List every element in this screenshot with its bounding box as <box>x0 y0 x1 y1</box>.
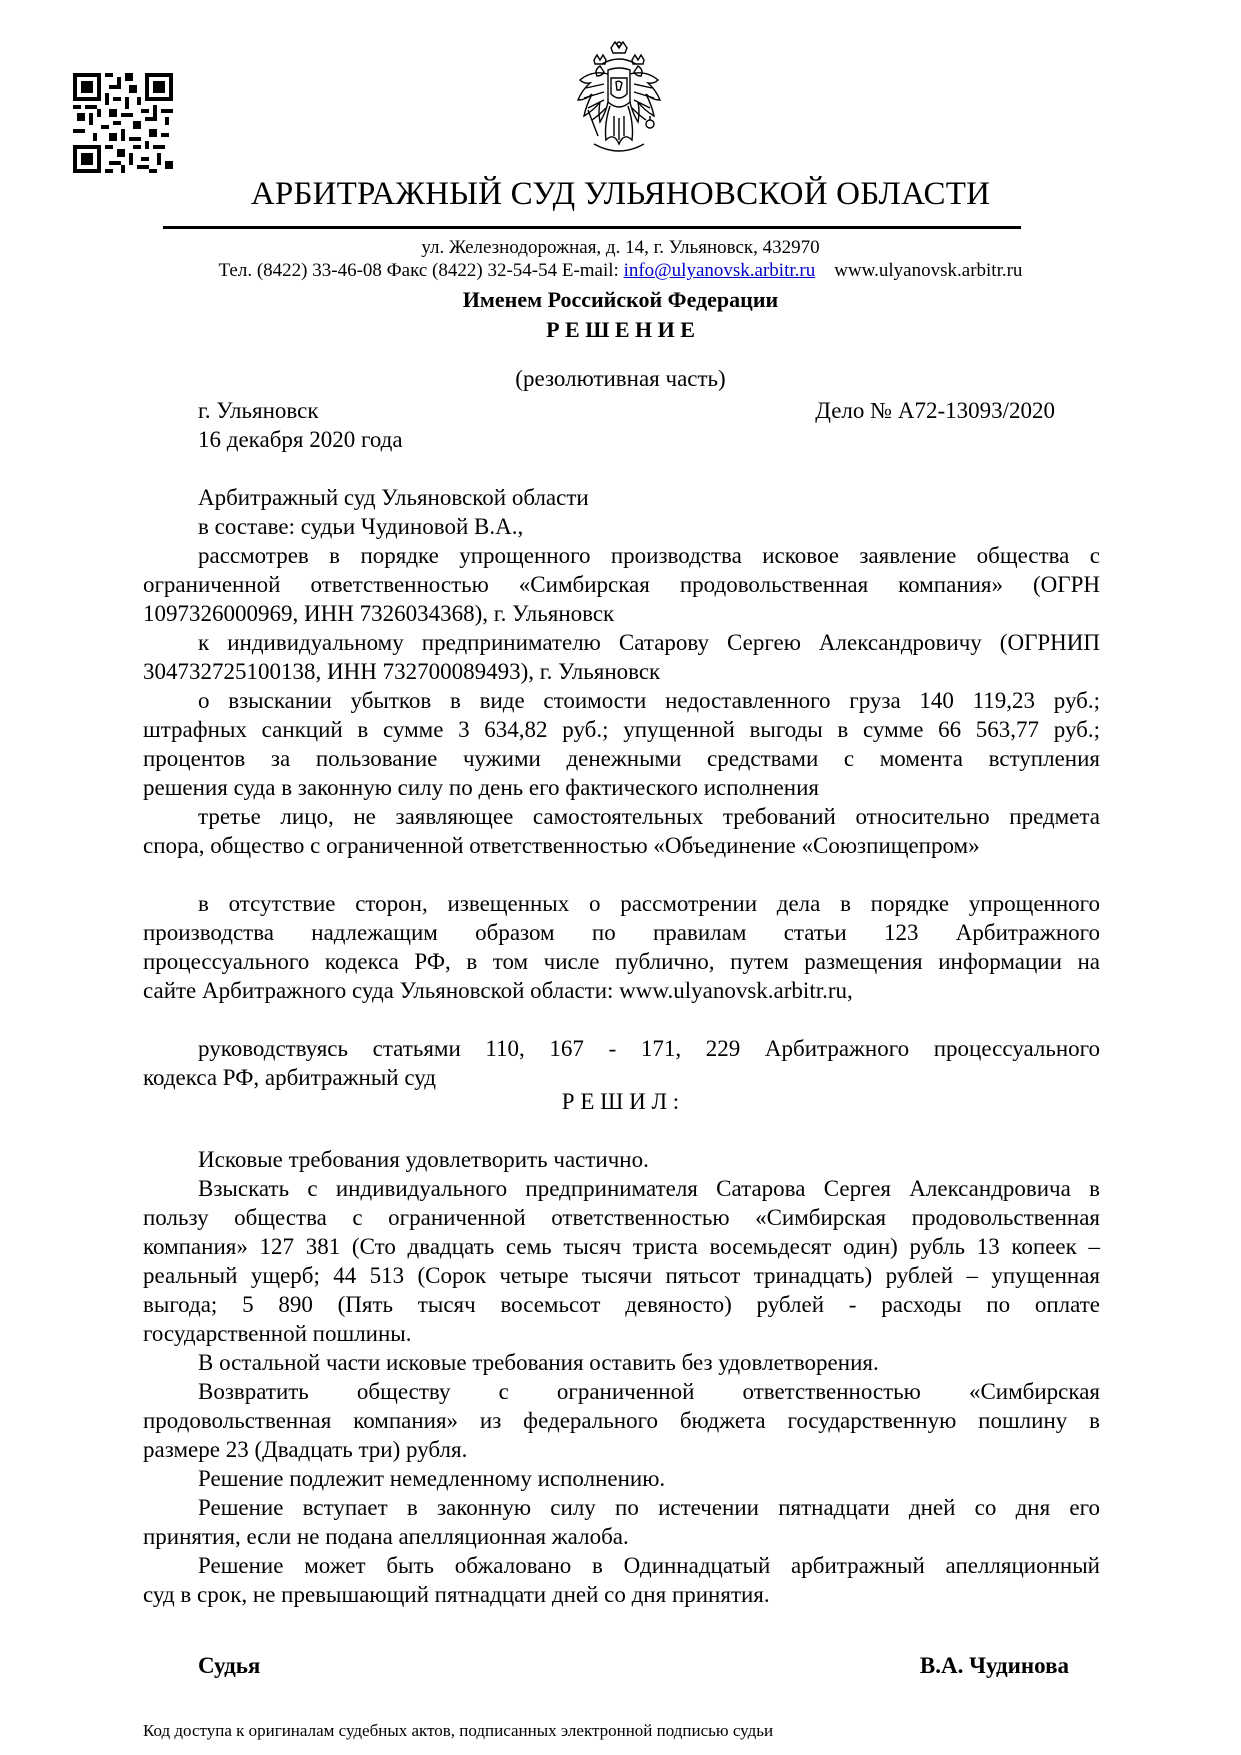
decided-heading: Р Е Ш И Л : <box>561 1089 680 1114</box>
document-subtype: (резолютивная часть) <box>515 366 726 391</box>
defendant-line: к индивидуальному предпринимателю Сатарову Сергею Александровичу (ОГРНИП <box>198 630 1100 655</box>
document-type-heading: Р Е Ш Е Н И Е <box>546 317 695 342</box>
court-address: ул. Железнодорожная, д. 14, г. Ульяновск, 432970 <box>421 237 820 258</box>
ruling-line: суд в срок, не превышающий пятнадцати дней со дня принятия. <box>143 1582 770 1607</box>
ruling-line: Решение подлежит немедленному исполнению. <box>198 1466 666 1491</box>
ruling-line: Решение может быть обжаловано в Одиннадцатый арбитражный апелляционный <box>198 1553 1100 1578</box>
ruling-line: Взыскать с индивидуального предпринимателя Сатарова Сергея Александровича в <box>198 1176 1100 1201</box>
coat-of-arms-emblem <box>564 40 674 162</box>
ruling-line: размере 23 (Двадцать три) рубля. <box>143 1437 468 1462</box>
on-behalf-heading: Именем Российской Федерации <box>462 287 779 312</box>
third-party-line: спора, общество с ограниченной ответственностью «Объединение «Союзпищепром» <box>143 833 980 858</box>
subject-line: о взыскании убытков в виде стоимости недоставленного груза 140 119,23 руб.; <box>198 688 1100 713</box>
court-name: АРБИТРАЖНЫЙ СУД УЛЬЯНОВСКОЙ ОБЛАСТИ <box>250 176 991 212</box>
guided-line: руководствуясь статьями 110, 167 - 171, 229 Арбитражного процессуального <box>198 1036 1100 1061</box>
subject-line: решения суда в законную силу по день его фактического исполнения <box>143 775 819 800</box>
ruling-line: реальный ущерб; 44 513 (Сорок четыре тысячи пятьсот тринадцать) рублей – упущенная <box>143 1263 1100 1288</box>
guided-line: кодекса РФ, арбитражный суд <box>143 1065 437 1090</box>
court-line: Арбитражный суд Ульяновской области <box>198 485 589 510</box>
access-code-note: Код доступа к оригиналам судебных актов, подписанных электронной подписью судьи <box>143 1721 774 1740</box>
absence-line: процессуального кодекса РФ, в том числе публично, путем размещения информации на <box>143 949 1100 974</box>
ruling-line: В остальной части исковые требования оставить без удовлетворения. <box>198 1350 879 1375</box>
qr-code <box>73 73 173 173</box>
case-number: Дело № А72-13093/2020 <box>815 398 1055 423</box>
ruling-line: государственной пошлины. <box>143 1321 412 1346</box>
signature-name: В.А. Чудинова <box>919 1653 1069 1678</box>
website-text: www.ulyanovsk.arbitr.ru <box>834 260 1023 281</box>
ruling-line: Решение вступает в законную силу по истечении пятнадцати дней со дня его <box>198 1495 1100 1520</box>
subject-line: процентов за пользование чужими денежными средствами с момента вступления <box>143 746 1100 771</box>
composition-line: в составе: судьи Чудиновой В.А., <box>198 514 524 539</box>
ruling-line: компания» 127 381 (Сто двадцать семь тысяч триста восемьдесят один) рубль 13 копеек – <box>143 1234 1100 1259</box>
claim-paragraph-line: 1097326000969, ИНН 7326034368), г. Ульяновск <box>143 601 615 626</box>
ruling-line: выгода; 5 890 (Пять тысяч восемьсот девяносто) рублей - расходы по оплате <box>143 1292 1100 1317</box>
ruling-line: продовольственная компания» из федерального бюджета государственную пошлину в <box>143 1408 1100 1433</box>
absence-line: сайте Арбитражного суда Ульяновской области: www.ulyanovsk.arbitr.ru, <box>143 978 853 1003</box>
contacts-prefix: Тел. (8422) 33-46-08 Факс (8422) 32-54-54 E-mail: <box>218 260 624 281</box>
decision-date: 16 декабря 2020 года <box>198 427 403 452</box>
subject-line: штрафных санкций в сумме 3 634,82 руб.; упущенной выгоды в сумме 66 563,77 руб.; <box>143 717 1100 742</box>
third-party-line: третье лицо, не заявляющее самостоятельных требований относительно предмета <box>198 804 1100 829</box>
city: г. Ульяновск <box>198 398 319 423</box>
email-link[interactable]: info@ulyanovsk.arbitr.ru <box>623 260 816 281</box>
absence-line: производства надлежащим образом по правилам статьи 123 Арбитражного <box>143 920 1100 945</box>
ruling-line: пользу общества с ограниченной ответственностью «Симбирская продовольственная <box>143 1205 1100 1230</box>
title-divider <box>163 226 1021 229</box>
court-contacts <box>0 260 1241 282</box>
defendant-line: 304732725100138, ИНН 732700089493), г. Ульяновск <box>143 659 661 684</box>
claim-paragraph-line: рассмотрев в порядке упрощенного производства исковое заявление общества с <box>198 543 1100 568</box>
ruling-line: Возвратить обществу с ограниченной ответственностью «Симбирская <box>198 1379 1100 1404</box>
ruling-line: Исковые требования удовлетворить частично. <box>198 1147 649 1172</box>
absence-line: в отсутствие сторон, извещенных о рассмотрении дела в порядке упрощенного <box>198 891 1100 916</box>
claim-paragraph-line: ограниченной ответственностью «Симбирская продовольственная компания» (ОГРН <box>143 572 1100 597</box>
signature-role: Судья <box>198 1653 261 1678</box>
ruling-line: принятия, если не подана апелляционная жалоба. <box>143 1524 629 1549</box>
